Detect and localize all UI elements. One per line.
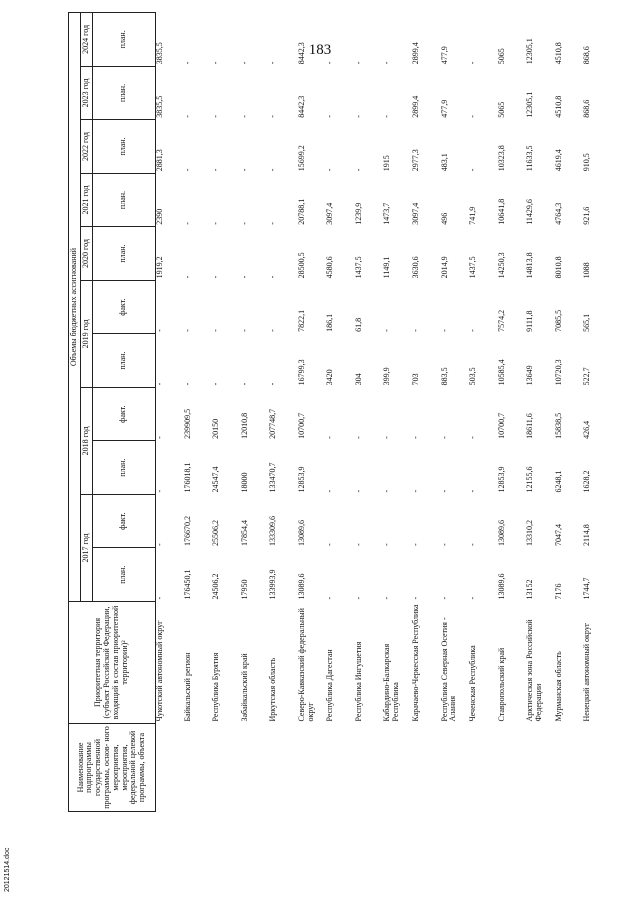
value-cell: - xyxy=(182,329,192,332)
subheader-fact: факт. xyxy=(92,494,155,548)
value-cell: 1915 xyxy=(382,155,392,172)
subheader-plan: план. xyxy=(92,441,155,495)
value-cell: 2899,4 xyxy=(411,95,421,118)
value-cell: 17854,4 xyxy=(239,519,249,546)
value-cell: - xyxy=(468,596,478,600)
value-cell: - xyxy=(239,329,249,332)
value-cell: 883,5 xyxy=(439,367,449,386)
value-cell: - xyxy=(468,489,478,493)
value-cell: - xyxy=(353,115,363,118)
year-header-2021: 2021 год xyxy=(80,173,92,227)
value-cell: 10720,3 xyxy=(553,359,563,386)
value-cell: - xyxy=(353,596,363,600)
value-cell: 3097,4 xyxy=(411,202,421,225)
territory-name-cell: Республика Дагестан xyxy=(325,649,335,722)
value-cell: 4619,4 xyxy=(553,149,563,172)
value-cell: 20788,1 xyxy=(296,198,306,225)
value-cell: 910,5 xyxy=(582,153,592,172)
value-cell: 1239,9 xyxy=(353,202,363,225)
value-cell: 1919,2 xyxy=(154,256,164,279)
value-cell: 522,7 xyxy=(582,367,592,386)
value-cell: - xyxy=(325,596,335,600)
value-cell: - xyxy=(353,436,363,439)
territory-name-cell: Чеченская Республика xyxy=(468,645,478,722)
value-cell: 10641,8 xyxy=(496,198,506,225)
subheader-fact: факт. xyxy=(92,387,155,441)
value-cell: - xyxy=(468,543,478,546)
subheader-plan: план. xyxy=(92,13,155,67)
value-cell: 186,1 xyxy=(325,313,335,332)
value-cell: 477,9 xyxy=(439,46,449,65)
value-cell: - xyxy=(468,61,478,65)
subheader-plan: план. xyxy=(92,120,155,174)
value-cell: - xyxy=(182,382,192,386)
value-cell: 2977,3 xyxy=(411,149,421,172)
value-cell: 13152 xyxy=(525,579,535,600)
value-cell: 3835,5 xyxy=(154,95,164,118)
value-cell: - xyxy=(353,168,363,172)
value-cell: 28500,5 xyxy=(296,252,306,279)
territory-name-cell: Арктическая зона Российской Федерации xyxy=(525,619,543,722)
value-cell: - xyxy=(411,596,421,600)
table-body xyxy=(155,13,612,812)
budget-table xyxy=(68,12,612,812)
value-cell: - xyxy=(325,543,335,546)
value-cell: - xyxy=(211,222,221,225)
table-row xyxy=(526,13,555,812)
table-row xyxy=(355,13,384,812)
value-cell: - xyxy=(411,543,421,546)
table-row xyxy=(555,13,584,812)
table-row xyxy=(498,13,527,812)
value-cell: 399,9 xyxy=(382,367,392,386)
value-cell: - xyxy=(325,436,335,439)
value-cell: 868,6 xyxy=(582,46,592,65)
subheader-plan: план. xyxy=(92,334,155,388)
value-cell: 4510,8 xyxy=(553,42,563,65)
value-cell: - xyxy=(268,168,278,172)
value-cell: - xyxy=(182,168,192,172)
territory-name-cell: Республика Северная Осетия - Алания xyxy=(439,617,458,722)
table-row xyxy=(412,13,441,812)
column-header-budget-volume: Объемы бюджетных ассигнований xyxy=(69,13,81,602)
value-cell: - xyxy=(353,489,363,493)
value-cell: 565,1 xyxy=(582,313,592,332)
value-cell: 12155,6 xyxy=(525,466,535,493)
value-cell: - xyxy=(268,275,278,279)
value-cell: 11429,6 xyxy=(525,199,535,225)
header-row-1 xyxy=(69,13,81,812)
value-cell: 1437,5 xyxy=(353,256,363,279)
value-cell: - xyxy=(325,115,335,118)
value-cell: - xyxy=(411,489,421,493)
value-cell: 7822,1 xyxy=(296,309,306,332)
value-cell: - xyxy=(211,275,221,279)
value-cell: 133309,6 xyxy=(268,515,278,546)
value-cell: 1473,7 xyxy=(382,202,392,225)
value-cell: - xyxy=(468,168,478,172)
value-cell: 483,1 xyxy=(439,153,449,172)
value-cell: - xyxy=(382,115,392,118)
table-row xyxy=(269,13,298,812)
value-cell: 4764,3 xyxy=(553,202,563,225)
value-cell: - xyxy=(382,329,392,332)
value-cell: - xyxy=(353,543,363,546)
value-cell: 496 xyxy=(439,212,449,225)
value-cell: 3420 xyxy=(325,369,335,386)
subheader-plan: план. xyxy=(92,66,155,120)
value-cell: 10323,8 xyxy=(496,145,506,172)
value-cell: 3097,4 xyxy=(325,202,335,225)
table-row xyxy=(298,13,327,812)
column-header-territory: Приоритетная территория (субъект Российской Федерации, входящий в состав приоритетной территории)² xyxy=(69,602,156,724)
value-cell: 10700,7 xyxy=(496,412,506,439)
value-cell: - xyxy=(154,596,164,600)
value-cell: - xyxy=(439,543,449,546)
value-cell: 11633,5 xyxy=(525,145,535,172)
value-cell: 239909,5 xyxy=(182,408,192,439)
value-cell: 1088 xyxy=(582,262,592,279)
table-row xyxy=(184,13,213,812)
value-cell: - xyxy=(468,436,478,439)
value-cell: 12853,9 xyxy=(496,466,506,493)
year-header-2024: 2024 год xyxy=(80,13,92,67)
value-cell: - xyxy=(382,436,392,439)
territory-name-cell: Байкальский регион xyxy=(182,652,192,722)
value-cell: 12853,9 xyxy=(296,466,306,493)
value-cell: - xyxy=(182,115,192,118)
value-cell: 25506,2 xyxy=(211,519,221,546)
value-cell: 4580,6 xyxy=(325,256,335,279)
table-row xyxy=(326,13,355,812)
value-cell: 703 xyxy=(411,373,421,386)
value-cell: - xyxy=(268,329,278,332)
value-cell: 3630,6 xyxy=(411,256,421,279)
year-header-2020: 2020 год xyxy=(80,227,92,281)
value-cell: 13089,6 xyxy=(496,519,506,546)
value-cell: - xyxy=(325,61,335,65)
page-number: 183 xyxy=(308,42,332,58)
value-cell: 18000 xyxy=(239,472,249,493)
value-cell: 17950 xyxy=(239,579,249,600)
subheader-plan: план. xyxy=(92,173,155,227)
value-cell: - xyxy=(411,436,421,439)
value-cell: - xyxy=(411,329,421,332)
value-cell: - xyxy=(239,61,249,65)
value-cell: 8010,8 xyxy=(553,256,563,279)
value-cell: - xyxy=(154,329,164,332)
territory-name-cell: Чукотский автономный округ xyxy=(154,620,164,722)
footer-doc-code: 20121514.doc xyxy=(4,847,11,892)
column-header-program: Наименование подпрограммы государственной программы, основ- ного мероприятия, мероприятия, федеральной целевой программы, объекта xyxy=(69,724,156,812)
value-cell: - xyxy=(211,382,221,386)
rotated-table-wrapper xyxy=(68,12,612,812)
value-cell: 5065 xyxy=(496,48,506,65)
value-cell: 3835,5 xyxy=(154,42,164,65)
value-cell: 20150 xyxy=(211,418,221,439)
table-row xyxy=(155,13,184,812)
value-cell: - xyxy=(353,61,363,65)
value-cell: - xyxy=(268,222,278,225)
value-cell: 868,6 xyxy=(582,99,592,118)
table-row xyxy=(441,13,470,812)
value-cell: 1149,1 xyxy=(382,256,392,279)
value-cell: 7574,2 xyxy=(496,309,506,332)
value-cell: 176670,2 xyxy=(182,515,192,546)
value-cell: - xyxy=(239,168,249,172)
value-cell: 2014,9 xyxy=(439,256,449,279)
value-cell: - xyxy=(268,115,278,118)
value-cell: - xyxy=(439,436,449,439)
value-cell: 24547,4 xyxy=(211,466,221,493)
value-cell: 15699,2 xyxy=(296,145,306,172)
value-cell: - xyxy=(211,115,221,118)
value-cell: 1628,2 xyxy=(582,470,592,493)
value-cell: 503,5 xyxy=(468,367,478,386)
value-cell: - xyxy=(154,436,164,439)
table-row xyxy=(469,13,498,812)
value-cell: 176450,1 xyxy=(182,569,192,600)
value-cell: 304 xyxy=(353,373,363,386)
value-cell: - xyxy=(382,596,392,600)
value-cell: 4510,8 xyxy=(553,95,563,118)
value-cell: 207748,7 xyxy=(268,408,278,439)
year-header-2019: 2019 год xyxy=(80,280,92,387)
value-cell: 15838,5 xyxy=(553,412,563,439)
value-cell: 10585,4 xyxy=(496,359,506,386)
value-cell: - xyxy=(382,489,392,493)
year-header-2023: 2023 год xyxy=(80,66,92,120)
value-cell: 13310,2 xyxy=(525,519,535,546)
value-cell: - xyxy=(154,489,164,493)
value-cell: 2899,4 xyxy=(411,42,421,65)
territory-name-cell: Карачаево-Черкесская Республика xyxy=(411,604,421,722)
value-cell: - xyxy=(154,382,164,386)
value-cell: - xyxy=(268,61,278,65)
year-header-2022: 2022 год xyxy=(80,120,92,174)
value-cell: 6248,1 xyxy=(553,470,563,493)
territory-name-cell: Забайкальский край xyxy=(239,653,249,722)
value-cell: 5065 xyxy=(496,101,506,118)
value-cell: - xyxy=(268,382,278,386)
value-cell: - xyxy=(439,596,449,600)
value-cell: - xyxy=(211,168,221,172)
value-cell: 176018,1 xyxy=(182,462,192,493)
value-cell: 921,6 xyxy=(582,206,592,225)
table-row xyxy=(383,13,412,812)
value-cell: 2114,8 xyxy=(582,524,592,546)
value-cell: - xyxy=(239,222,249,225)
value-cell: - xyxy=(239,115,249,118)
value-cell: - xyxy=(468,115,478,118)
territory-name-cell: Республика Ингушетия xyxy=(353,641,363,722)
territory-name-cell: Мурманская область xyxy=(553,651,563,722)
value-cell: 13089,6 xyxy=(296,519,306,546)
territory-name-cell: Ставропольский край xyxy=(496,647,506,722)
value-cell: - xyxy=(211,329,221,332)
subheader-plan: план. xyxy=(92,227,155,281)
value-cell: 13089,6 xyxy=(496,573,506,600)
subheader-plan: план. xyxy=(92,548,155,602)
value-cell: 12010,8 xyxy=(239,412,249,439)
value-cell: 1437,5 xyxy=(468,256,478,279)
value-cell: 133993,9 xyxy=(268,569,278,600)
territory-name-cell: Иркутская область xyxy=(268,657,278,722)
value-cell: 9111,8 xyxy=(525,310,535,332)
value-cell: - xyxy=(239,275,249,279)
value-cell: 13649 xyxy=(525,365,535,386)
value-cell: 14250,3 xyxy=(496,252,506,279)
subheader-fact: факт. xyxy=(92,280,155,334)
value-cell: 1744,7 xyxy=(582,577,592,600)
value-cell: 16799,3 xyxy=(296,359,306,386)
value-cell: 8442,3 xyxy=(296,42,306,65)
value-cell: 10700,7 xyxy=(296,412,306,439)
territory-name-cell: Республика Бурятия xyxy=(211,652,221,722)
value-cell: 2390 xyxy=(154,208,164,225)
value-cell: - xyxy=(182,61,192,65)
value-cell: 7176 xyxy=(553,583,563,600)
value-cell: - xyxy=(239,382,249,386)
value-cell: - xyxy=(325,489,335,493)
value-cell: 477,9 xyxy=(439,99,449,118)
value-cell: - xyxy=(439,489,449,493)
value-cell: 7085,5 xyxy=(553,309,563,332)
value-cell: 133470,7 xyxy=(268,462,278,493)
value-cell: - xyxy=(468,329,478,332)
value-cell: 18611,6 xyxy=(525,413,535,439)
value-cell: 61,8 xyxy=(353,317,363,332)
territory-name-cell: Ненецкий автономный округ xyxy=(582,622,592,722)
value-cell: - xyxy=(382,543,392,546)
value-cell: - xyxy=(382,61,392,65)
value-cell: 12305,1 xyxy=(525,38,535,65)
year-header-2017: 2017 год xyxy=(80,494,92,601)
value-cell: - xyxy=(439,329,449,332)
value-cell: - xyxy=(182,275,192,279)
table-row xyxy=(583,13,612,812)
value-cell: - xyxy=(182,222,192,225)
value-cell: 14813,8 xyxy=(525,252,535,279)
value-cell: 8442,3 xyxy=(296,95,306,118)
value-cell: - xyxy=(154,543,164,546)
year-header-2018: 2018 год xyxy=(80,387,92,494)
territory-name-cell: Кабардино-Балкарская Республика xyxy=(382,643,401,722)
value-cell: 12305,1 xyxy=(525,91,535,118)
value-cell: 7047,4 xyxy=(553,523,563,546)
value-cell: - xyxy=(211,61,221,65)
table-row xyxy=(212,13,241,812)
table-row xyxy=(241,13,270,812)
value-cell: - xyxy=(325,168,335,172)
value-cell: 13089,6 xyxy=(296,573,306,600)
value-cell: 2881,3 xyxy=(154,149,164,172)
value-cell: 24506,2 xyxy=(211,573,221,600)
territory-name-cell: Северо-Кавказский федеральный округ xyxy=(296,608,315,722)
value-cell: 426,4 xyxy=(582,420,592,439)
value-cell: 741,9 xyxy=(468,206,478,225)
